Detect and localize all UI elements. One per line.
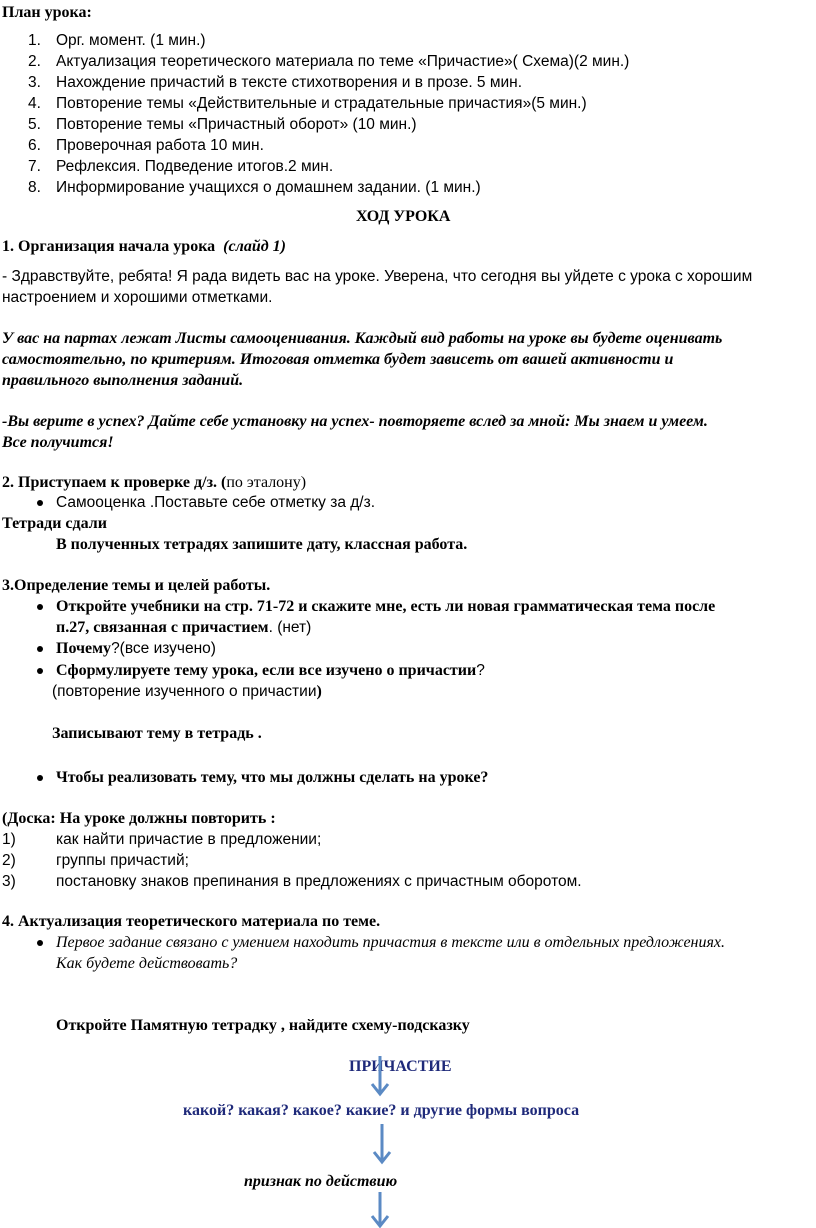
textbook-question-line-2 [56, 618, 311, 638]
bullet-icon [37, 775, 43, 781]
why-answer: ?(все изучено) [111, 640, 216, 657]
why-question [56, 639, 216, 659]
board-item-number: 1) [2, 831, 16, 848]
course-title: ХОД УРОКА [356, 208, 451, 225]
greeting-line-2: настроением и хорошими отметками. [2, 289, 273, 306]
plan-item: Орг. момент. (1 мин.) [56, 32, 206, 49]
formulate-answer-close: ) [316, 683, 322, 700]
plan-item: Нахождение причастий в тексте стихотворения и в прозе. 5 мин. [56, 74, 523, 91]
section-2-dz: д/з. ( [190, 474, 227, 491]
arrow-down-icon [369, 1190, 391, 1228]
section-4-heading: 4. Актуализация теоретического материала по теме. [2, 913, 381, 930]
plan-item: Рефлексия. Подведение итогов.2 мин. [56, 158, 334, 175]
first-task-line-1: Первое задание связано с умением находить причастия в тексте или в отдельных предложениях. [56, 934, 726, 951]
bullet-icon [37, 604, 43, 610]
open-notebook: Откройте Памятную тетрадку , найдите схему-подсказку [56, 1017, 470, 1034]
plan-item-number: 3. [28, 74, 41, 91]
textbook-question-answer: . (нет) [268, 619, 312, 636]
board-heading: (Доска: На уроке должны повторить : [2, 810, 276, 827]
scheme-sign: признак по действию [244, 1173, 398, 1190]
formulate-answer-text: (повторение изученного о причастии [52, 683, 317, 700]
plan-item: Актуализация теоретического материала по теме «Причастие»( Схема)(2 мин.) [56, 53, 630, 70]
plan-item-number: 6. [28, 137, 41, 154]
first-task-line-2: Как будете действовать? [56, 955, 238, 972]
plan-item-number: 4. [28, 95, 41, 112]
plan-title: План урока: [2, 4, 92, 21]
board-item-number: 3) [2, 873, 16, 890]
plan-item-number: 2. [28, 53, 41, 70]
section-3-heading: 3.Определение темы и целей работы. [2, 577, 271, 594]
sheets-line-1: У вас на партах лежат Листы самооценивания. Каждый вид работы на уроке вы будете оценивать [2, 330, 723, 347]
textbook-question-line-1: Откройте учебники на стр. 71-72 и скажите мне, есть ли новая грамматическая тема после [56, 598, 716, 615]
success-line-1: -Вы верите в успех? Дайте себе установку на успех- повторяете вслед за мной: Мы знаем и умеем. [2, 413, 708, 430]
realize-question: Чтобы реализовать тему, что мы должны сделать на уроке? [56, 769, 489, 786]
arrow-down-icon [371, 1122, 393, 1168]
plan-item-number: 5. [28, 116, 41, 133]
sheets-line-3: правильного выполнения заданий. [2, 372, 244, 389]
textbook-question-bold: п.27, связанная с причастием [56, 619, 269, 636]
section-1-heading [2, 237, 286, 257]
plan-item-number: 7. [28, 158, 41, 175]
plan-item-number: 1. [28, 32, 41, 49]
why-bold: Почему [56, 640, 112, 657]
self-assessment: Самооценка .Поставьте себе отметку за д/з. [56, 494, 376, 511]
bullet-icon [37, 940, 43, 946]
plan-item: Проверочная работа 10 мин. [56, 137, 264, 154]
success-line-2: Все получится! [2, 434, 114, 451]
board-item: как найти причастие в предложении; [56, 831, 322, 848]
scheme-title: ПРИЧАСТИЕ [349, 1058, 452, 1075]
formulate-mark: ? [476, 662, 485, 679]
section-1-title: 1. Организация начала урока [2, 238, 216, 255]
plan-item: Повторение темы «Причастный оборот» (10 мин.) [56, 116, 417, 133]
board-item: группы причастий; [56, 852, 189, 869]
bullet-icon [37, 646, 43, 652]
arrow-down-icon [369, 1054, 391, 1100]
section-2-title: 2. Приступаем к проверке [2, 474, 191, 491]
formulate-question [56, 661, 485, 681]
board-item: постановку знаков препинания в предложениях с причастным оборотом. [56, 873, 582, 890]
scheme-questions: какой? какая? какое? какие? и другие формы вопроса [183, 1102, 580, 1119]
sheets-line-2: самостоятельно, по критериям. Итоговая отметка будет зависеть от вашей активности и [2, 351, 674, 368]
plan-item: Информирование учащихся о домашнем задании. (1 мин.) [56, 179, 481, 196]
formulate-bold: Сформулируете тему урока, если все изучено о причастии [56, 662, 477, 679]
notebooks-collected: Тетради сдали [2, 515, 107, 532]
section-2-rest: по эталону) [226, 474, 307, 491]
formulate-answer [52, 682, 322, 702]
board-item-number: 2) [2, 852, 16, 869]
greeting-line-1: - Здравствуйте, ребята! Я рада видеть вас на уроке. Уверена, что сегодня вы уйдете с урока с хорошим [2, 268, 753, 285]
section-1-slide: (слайд 1) [223, 238, 286, 255]
record-topic: Записывают тему в тетрадь . [52, 725, 262, 742]
write-date: В полученных тетрадях запишите дату, классная работа. [56, 536, 468, 553]
bullet-icon [37, 668, 43, 674]
section-2-heading [2, 473, 306, 493]
bullet-icon [37, 500, 43, 506]
plan-item-number: 8. [28, 179, 41, 196]
plan-item: Повторение темы «Действительные и страдательные причастия»(5 мин.) [56, 95, 587, 112]
